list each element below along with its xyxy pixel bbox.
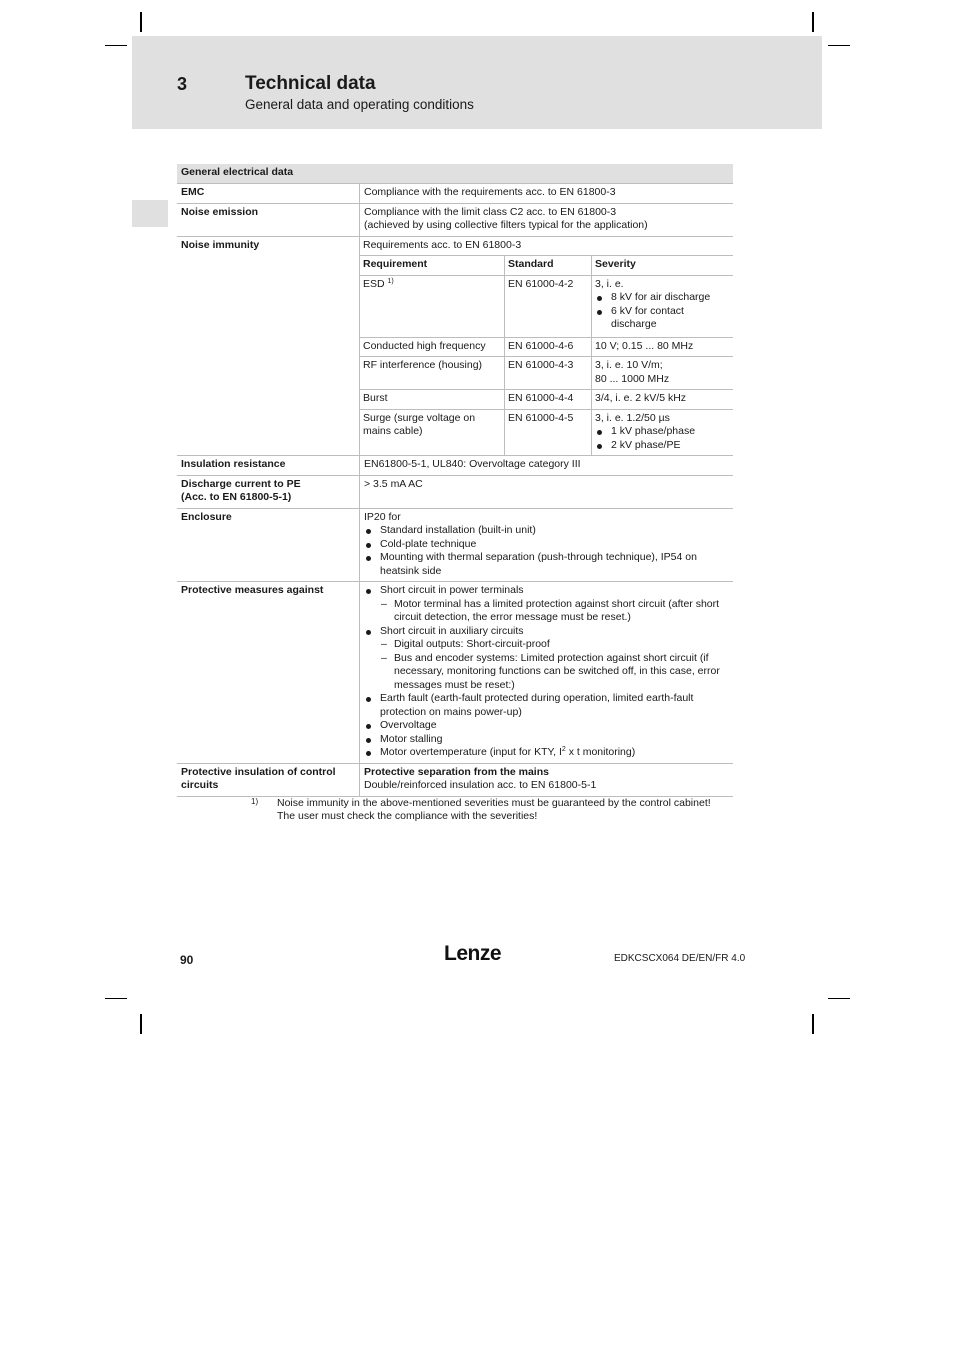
- standard-cell: EN 61000-4-6: [505, 337, 592, 357]
- crop-mark: [105, 45, 127, 46]
- row-value: Compliance with the requirements acc. to EN 61800-3: [360, 184, 734, 204]
- footnote-mark: 1): [251, 797, 259, 806]
- list-item: 6 kV for contact discharge: [595, 305, 730, 332]
- row-label: EMC: [177, 184, 360, 204]
- value-line: Compliance with the limit class C2 acc. to EN 61800-3: [364, 205, 617, 218]
- severity-text: 3, i. e. 1.2/50 µs: [595, 411, 670, 424]
- sub-list-item: – Digital outputs: Short-circuit-proof: [380, 638, 730, 652]
- list-item: [364, 746, 730, 760]
- protective-measures-list: [364, 584, 730, 760]
- table-row-emc: [177, 184, 733, 204]
- standard-cell: EN 61000-4-3: [505, 357, 592, 390]
- row-value: [360, 508, 734, 582]
- requirement-cell: [360, 275, 505, 337]
- list-item: [364, 625, 730, 693]
- severity-text: 3, i. e. 10 V/m;: [595, 359, 663, 371]
- table-section-header: [177, 164, 733, 184]
- table-row-protective-measures: [177, 582, 733, 764]
- row-label: Noise immunity: [177, 236, 360, 456]
- table-row-noise-immunity: [177, 236, 733, 456]
- chapter-header-band: [132, 36, 822, 129]
- crop-mark: [828, 45, 850, 46]
- chapter-title: Technical data: [245, 73, 376, 94]
- row-label: Protective measures against: [177, 582, 360, 764]
- value-line: IP20 for: [364, 510, 401, 523]
- chapter-side-tab: [132, 200, 168, 227]
- sub-list-item: – Bus and encoder systems: Limited protection against short circuit (if necessary, monitoring functions can be switched off, in this case, error messages must be reset:): [380, 652, 730, 693]
- chapter-subtitle: General data and operating conditions: [245, 97, 474, 112]
- crop-mark: [140, 1014, 142, 1034]
- standard-cell: EN 61000-4-5: [505, 409, 592, 455]
- list-item-text: Short circuit in auxiliary circuits: [380, 624, 524, 637]
- list-item: 8 kV for air discharge: [595, 291, 730, 305]
- row-value: [360, 203, 734, 236]
- crop-mark: [812, 1014, 814, 1034]
- row-label: Insulation resistance: [177, 456, 360, 476]
- row-value: [360, 236, 734, 456]
- severity-cell: [592, 357, 734, 390]
- row-label: Enclosure: [177, 508, 360, 582]
- row-label: Protective insulation of control circuits: [177, 763, 360, 796]
- footnote-text: Noise immunity in the above-mentioned severities must be guaranteed by the control cabinet! The user must check the compliance with the severities!: [277, 797, 711, 822]
- list-item: Motor stalling: [364, 733, 730, 747]
- list-item: Standard installation (built-in unit): [364, 524, 730, 538]
- crop-mark: [828, 998, 850, 999]
- severity-bullet-list: [595, 425, 730, 452]
- chapter-number: 3: [177, 74, 188, 94]
- list-item: [364, 584, 730, 625]
- table-row: [360, 357, 733, 390]
- row-value: [360, 582, 734, 764]
- list-item-text: x t monitoring): [565, 746, 636, 758]
- list-item: 2 kV phase/PE: [595, 439, 730, 453]
- sub-list-item: – Motor terminal has a limited protection against short circuit (after short circuit detection, the error message must be reset.): [380, 598, 730, 625]
- electrical-data-table: [177, 164, 733, 797]
- row-value: [360, 763, 734, 796]
- list-item: Overvoltage: [364, 719, 730, 733]
- table-row-protective-insulation: [177, 763, 733, 796]
- standard-cell: EN 61000-4-2: [505, 275, 592, 337]
- label-line: (Acc. to EN 61800-5-1): [181, 491, 292, 503]
- requirement-cell: Burst: [360, 390, 505, 410]
- value-line: (achieved by using collective filters typical for the application): [364, 219, 648, 231]
- column-header: Requirement: [360, 256, 505, 276]
- table-row-noise-emission: [177, 203, 733, 236]
- table-row: [360, 409, 733, 455]
- value-line: Double/reinforced insulation acc. to EN 61800-5-1: [364, 779, 597, 791]
- table-row-enclosure: [177, 508, 733, 582]
- value-title: Protective separation from the mains: [364, 765, 549, 778]
- row-label: Noise emission: [177, 203, 360, 236]
- crop-mark: [105, 998, 127, 999]
- list-item: Earth fault (earth-fault protected during operation, limited earth-fault protection on mains power-up): [364, 692, 730, 719]
- label-line: Discharge current to PE: [181, 477, 301, 490]
- row-label: [177, 475, 360, 508]
- enclosure-bullet-list: [364, 524, 730, 578]
- document-code: EDKCSCX064 DE/EN/FR 4.0: [614, 953, 746, 964]
- list-item: Cold-plate technique: [364, 538, 730, 552]
- list-item: Mounting with thermal separation (push-through technique), IP54 on heatsink side: [364, 551, 730, 578]
- list-item: 1 kV phase/phase: [595, 425, 730, 439]
- severity-text: 3, i. e.: [595, 277, 624, 290]
- value-line: Requirements acc. to EN 61800-3: [363, 238, 522, 251]
- sub-list: [380, 638, 730, 692]
- noise-immunity-table: [360, 255, 733, 455]
- sub-list: [380, 598, 730, 625]
- severity-bullet-list: [595, 291, 730, 332]
- crop-mark: [140, 12, 142, 32]
- crop-mark: [812, 12, 814, 32]
- severity-text: 80 ... 1000 MHz: [595, 372, 670, 385]
- list-item-text: Short circuit in power terminals: [380, 584, 524, 596]
- table-row: [360, 390, 733, 410]
- standard-cell: EN 61000-4-4: [505, 390, 592, 410]
- table-row: [360, 275, 733, 337]
- severity-cell: 10 V; 0.15 ... 80 MHz: [592, 337, 734, 357]
- requirement-cell: RF interference (housing): [360, 357, 505, 390]
- page-number: 90: [180, 953, 194, 967]
- table-row-insulation-resistance: [177, 456, 733, 476]
- section-title: General electrical data: [177, 164, 733, 184]
- severity-cell: [592, 409, 734, 455]
- table-row-discharge-current: [177, 475, 733, 508]
- lenze-logo: Lenze: [444, 942, 502, 965]
- row-value: EN61800-5-1, UL840: Overvoltage category III: [360, 456, 734, 476]
- requirement-cell: Surge (surge voltage on mains cable): [360, 409, 505, 455]
- superscript: 2: [561, 746, 566, 753]
- row-value: > 3.5 mA AC: [360, 475, 734, 508]
- footnote-ref: 1): [387, 277, 394, 285]
- table-row: [360, 337, 733, 357]
- column-header: Standard: [505, 256, 592, 276]
- list-item-text: Motor overtemperature (input for KTY, I: [380, 746, 562, 758]
- requirement-text: ESD: [363, 277, 385, 290]
- severity-cell: [592, 275, 734, 337]
- requirement-cell: Conducted high frequency: [360, 337, 505, 357]
- column-header: Severity: [592, 256, 734, 276]
- severity-cell: 3/4, i. e. 2 kV/5 kHz: [592, 390, 734, 410]
- inner-header-row: [360, 256, 733, 276]
